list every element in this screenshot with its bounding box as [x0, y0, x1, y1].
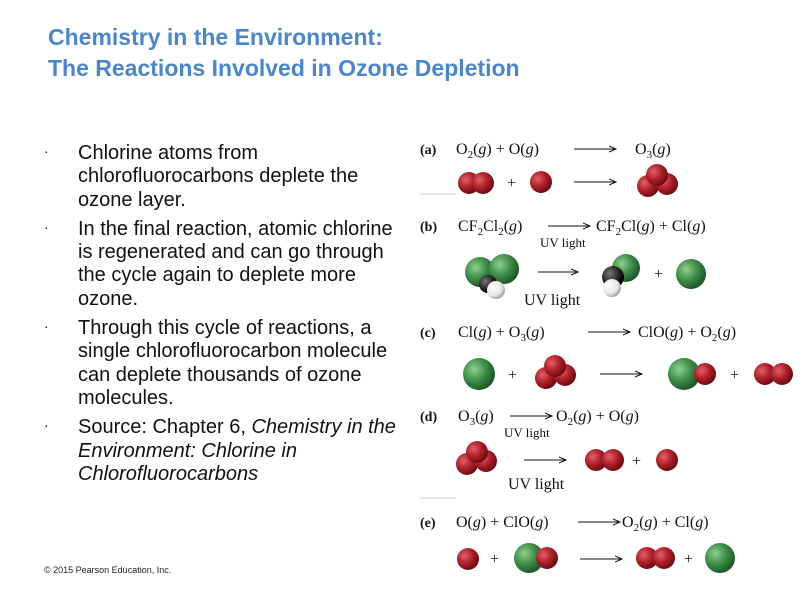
bullet-marker: · [44, 143, 49, 159]
reaction-c [420, 324, 793, 390]
plus-sign: + [507, 175, 517, 192]
plus-sign: + [508, 367, 518, 384]
bullet-text: In the final reaction, atomic chlorine is regenerated and can go through the cycle again to deplete more ozone. [78, 217, 393, 310]
title-line-1: Chemistry in the Environment: [48, 24, 383, 50]
chlorine-atom [676, 259, 706, 289]
reaction-d-products: $O_2(g) + O(g)$ [556, 408, 639, 428]
reaction-e-label: (e) [420, 516, 436, 531]
reaction-b-label: (b) [420, 220, 438, 235]
oxygen-atom [694, 363, 716, 385]
reaction-b-reactant: $CF_2Cl_2(g)$ [458, 218, 523, 238]
oxygen-atom [530, 171, 552, 193]
reaction-a [420, 141, 678, 197]
reaction-a-product: $O_3(g)$ [635, 141, 671, 161]
plus-sign: + [730, 367, 740, 384]
oxygen-atom [457, 548, 479, 570]
fluorine-atom [603, 279, 621, 297]
slide-title [48, 22, 748, 84]
oxygen-atom [472, 172, 494, 194]
reaction-d-reactant: $O_3(g)$ [458, 408, 494, 428]
reaction-b-products: $CF_2Cl(g) + Cl(g)$ [596, 218, 706, 238]
copyright-notice: © 2015 Pearson Education, Inc. [44, 565, 172, 575]
reaction-d [420, 408, 678, 498]
plus-sign: + [490, 551, 500, 568]
uv-light-label: UV light [504, 425, 550, 440]
reaction-e-reactants: O(g) + ClO(g) [456, 514, 549, 531]
reaction-a-reactants: $O_2(g) + O(g)$ [456, 141, 539, 161]
bullet-text: Through this cycle of reactions, a single chlorofluorocarbon molecule can deplete thousands of ozone molecules. [78, 317, 388, 409]
oxygen-atom [653, 547, 675, 569]
uv-light-label: UV light [508, 476, 565, 493]
chlorine-atom [463, 358, 495, 390]
plus-sign: + [654, 266, 664, 283]
bullet-text: Chlorine atoms from chlorofluorocarbons deplete the ozone layer. [78, 142, 359, 211]
ozone-reaction-figure [416, 132, 800, 582]
reaction-d-label: (d) [420, 410, 438, 425]
title-line-2: The Reactions Involved in Ozone Depletion [48, 55, 520, 81]
oxygen-atom [602, 449, 624, 471]
oxygen-atom [646, 164, 668, 186]
oxygen-atom [536, 547, 558, 569]
bullet-list [44, 142, 409, 492]
reaction-c-label: (c) [420, 326, 436, 341]
chlorine-atom [705, 543, 735, 573]
bullet-marker: · [44, 318, 49, 335]
reaction-a-label: (a) [420, 143, 437, 158]
reaction-e-products: $O_2(g) + Cl(g)$ [622, 514, 709, 534]
reaction-b [420, 218, 706, 309]
uv-light-label: UV light [524, 292, 581, 309]
oxygen-atom [544, 355, 566, 377]
bullet-item [44, 142, 409, 212]
bullet-item [44, 416, 409, 486]
oxygen-atom [656, 449, 678, 471]
reaction-e [420, 514, 735, 573]
uv-light-label: UV light [540, 235, 586, 250]
plus-sign: + [632, 453, 642, 470]
bullet-marker: · [44, 218, 49, 235]
bullet-marker: · [44, 417, 49, 434]
bullet-source-prefix: Source: Chapter 6, [78, 416, 252, 439]
plus-sign: + [684, 551, 694, 568]
fluorine-atom [487, 281, 505, 299]
bullet-source-title: Chemistry in the Environment: Chlorine in Chlorofluorocarbons [78, 416, 396, 485]
bullet-item [44, 317, 409, 410]
bullet-item [44, 218, 409, 311]
reaction-c-products: $ClO(g) + O_2(g)$ [638, 324, 737, 344]
oxygen-atom [466, 441, 488, 463]
oxygen-atom [771, 363, 793, 385]
reaction-c-reactants: $Cl(g) + O_3(g)$ [458, 324, 545, 344]
